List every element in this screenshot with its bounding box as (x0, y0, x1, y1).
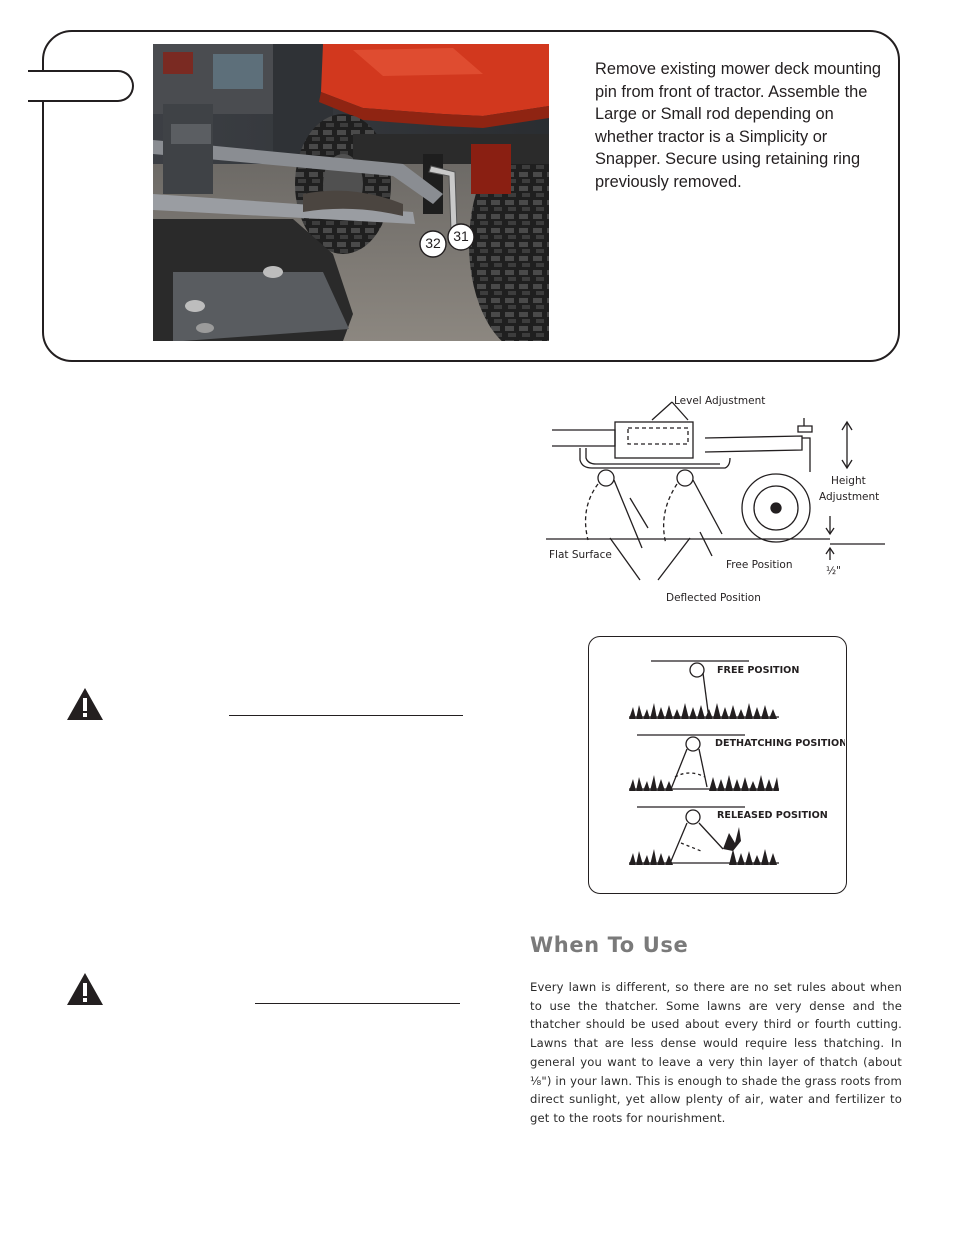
label-released-position: RELEASED POSITION (717, 810, 828, 821)
callout-instruction: Remove existing mower deck mounting pin from front of tractor. Assemble the Large or Small rod depending on whether tractor is a Simplicity or Snapper. Secure using retaining ring previously removed. (595, 60, 882, 191)
label-dethatching-position: DETHATCHING POSITION (715, 738, 845, 749)
label-half-inch: ½" (826, 565, 842, 577)
label-free-position: Free Position (726, 559, 793, 571)
label-deflected-position: Deflected Position (666, 592, 761, 604)
adjustment-diagram (540, 388, 890, 610)
warning-underline-1 (229, 715, 463, 716)
label-level-adjustment: Level Adjustment (674, 395, 766, 407)
warning-triangle-icon (66, 687, 104, 721)
label-flat-surface: Flat Surface (549, 549, 612, 561)
part-number-31: 31 (453, 228, 469, 244)
label-free-position-caps: FREE POSITION (717, 665, 800, 676)
warning-triangle-icon (66, 972, 104, 1006)
when-to-use-body: Every lawn is different, so there are no set rules about when to use the thatcher. Some lawns are very dense and the thatcher should be used about every third or fourth cutting. Lawns that are less dense would require less thatching. In general you want to leave a very thin layer of thatch (about ⅛") in your lawn. This is enough to shade the grass roots from direct sunlight, yet allow plenty of air, water and fertilizer to get to the roots for nourishment. (530, 980, 902, 1125)
label-height: Height (831, 475, 866, 487)
tractor-photo (153, 44, 549, 341)
part-number-32: 32 (425, 235, 441, 251)
tine-positions-diagram (588, 636, 847, 894)
warning-underline-2 (255, 1003, 460, 1004)
step-tab (28, 70, 134, 102)
label-adjustment: Adjustment (819, 491, 880, 503)
when-to-use-heading: When To Use (530, 933, 689, 957)
